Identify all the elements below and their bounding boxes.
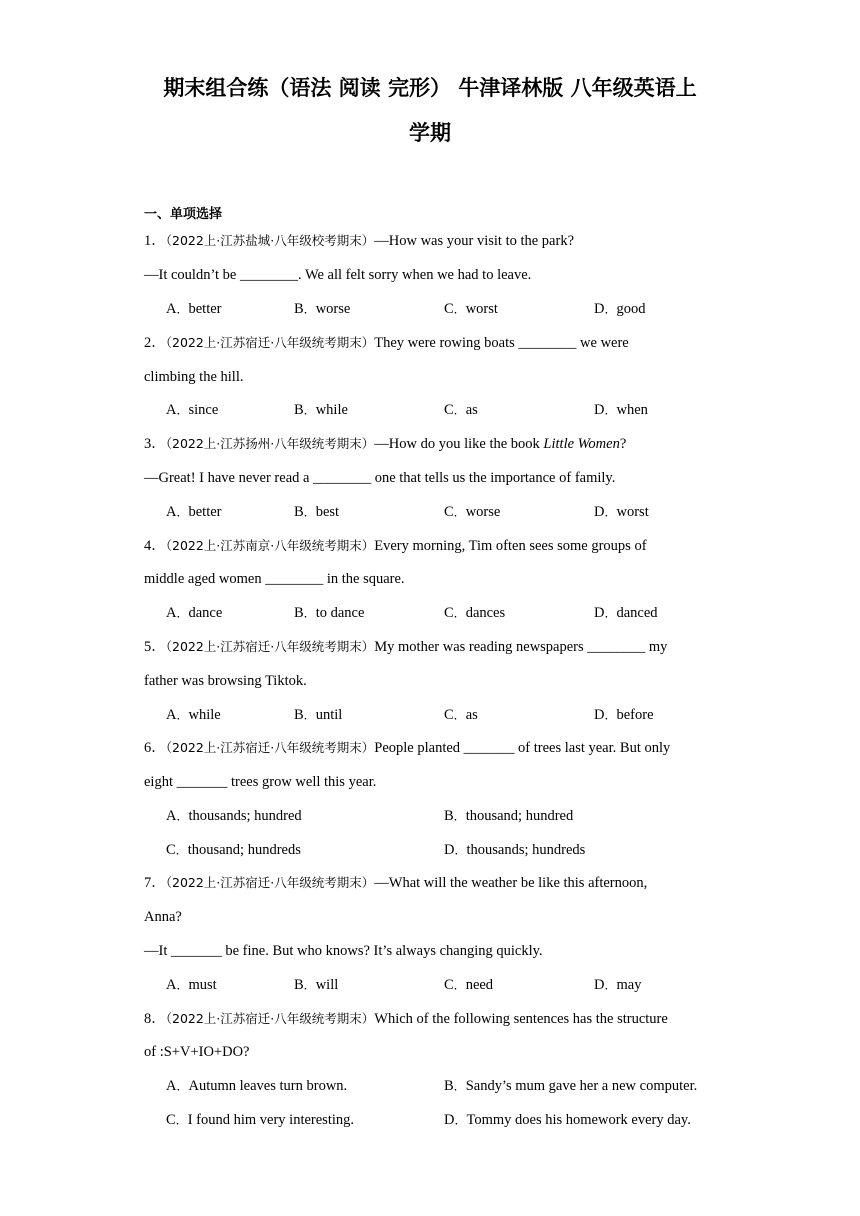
question-1-option-b: B．worse	[294, 301, 351, 317]
question-number: 4．	[144, 538, 166, 554]
question-8-option-a: A．Autumn leaves turn brown.	[166, 1078, 348, 1094]
question-5-option-b: B．until	[294, 707, 343, 723]
question-number: 2．	[144, 335, 166, 351]
question-2-option-a: A．since	[166, 402, 219, 418]
question-3-option-c: C．worse	[444, 504, 501, 520]
question-4-option-c: C．dances	[444, 605, 506, 621]
question-6-stem	[144, 738, 718, 758]
question-7-option-b: B．will	[294, 977, 339, 993]
question-6-option-c: C．thousand; hundreds	[166, 842, 301, 858]
question-6-option-a: A．thousands; hundred	[166, 808, 302, 824]
question-8-stem	[144, 1009, 718, 1029]
question-7-line-2: Anna?	[144, 909, 182, 925]
question-number: 5．	[144, 639, 166, 655]
question-source: （2022上·江苏扬州·八年级统考期末）	[165, 436, 375, 451]
question-5-option-d: D．before	[594, 707, 654, 723]
question-5-option-c: C．as	[444, 707, 478, 723]
section-heading: 一、单项选择	[144, 207, 223, 222]
question-1-option-a: A．better	[166, 301, 222, 317]
question-7-option-d: D．may	[594, 977, 642, 993]
question-7-option-c: C．need	[444, 977, 494, 993]
question-2-option-d: D．when	[594, 402, 648, 418]
question-8-line-2: of :S+V+IO+DO?	[144, 1044, 250, 1060]
question-text: People planted _______ of trees last year. But only	[374, 740, 671, 756]
question-text: Which of the following sentences has the structure	[374, 1011, 668, 1027]
question-7-option-a: A．must	[166, 977, 217, 993]
question-6-option-b: B．thousand; hundred	[444, 808, 574, 824]
question-source: （2022上·江苏宿迁·八年级统考期末）	[165, 1011, 375, 1026]
question-5-stem	[144, 637, 718, 657]
question-3-option-a: A．better	[166, 504, 222, 520]
question-text: Every morning, Tim often sees some groups of	[374, 538, 647, 554]
question-source: （2022上·江苏宿迁·八年级统考期末）	[165, 335, 375, 350]
question-2-option-c: C．as	[444, 402, 478, 418]
question-source: （2022上·江苏宿迁·八年级统考期末）	[165, 740, 375, 755]
question-1-option-d: D．good	[594, 301, 646, 317]
question-4-stem	[144, 536, 718, 556]
question-7-stem	[144, 873, 718, 893]
question-2-line-2: climbing the hill.	[144, 369, 244, 385]
question-3-option-b: B．best	[294, 504, 340, 520]
question-8-option-c: C．I found him very interesting.	[166, 1112, 354, 1128]
question-source: （2022上·江苏宿迁·八年级统考期末）	[165, 875, 375, 890]
question-source: （2022上·江苏盐城·八年级校考期末）	[165, 233, 375, 248]
question-text: They were rowing boats ________ we were	[374, 335, 629, 351]
question-number: 7．	[144, 875, 166, 891]
question-text: —What will the weather be like this afternoon,	[374, 875, 648, 891]
question-2-stem	[144, 333, 718, 353]
question-6-line-2: eight _______ trees grow well this year.	[144, 774, 377, 790]
question-text: My mother was reading newspapers ________ my	[374, 639, 668, 655]
question-5-line-2: father was browsing Tiktok.	[144, 673, 307, 689]
question-8-option-d: D．Tommy does his homework every day.	[444, 1112, 691, 1128]
question-number: 6．	[144, 740, 166, 756]
question-8-option-b: B．Sandy’s mum gave her a new computer.	[444, 1078, 698, 1094]
question-5-option-a: A．while	[166, 707, 221, 723]
document-title-line-1: 期末组合练（语法 阅读 完形） 牛津译林版 八年级英语上	[163, 76, 697, 100]
question-number: 8．	[144, 1011, 166, 1027]
question-source: （2022上·江苏南京·八年级统考期末）	[165, 538, 375, 553]
question-2-option-b: B．while	[294, 402, 348, 418]
question-1-stem	[144, 231, 718, 251]
book-title: Little Women	[543, 436, 620, 452]
question-3-stem: 3．（2022上·江苏扬州·八年级统考期末）—How do you like the book Little Women?	[144, 436, 627, 452]
question-6-option-d: D．thousands; hundreds	[444, 842, 586, 858]
question-4-option-d: D．danced	[594, 605, 658, 621]
question-3-line-2: —Great! I have never read a ________ one that tells us the importance of family.	[144, 470, 616, 486]
question-1-option-c: C．worst	[444, 301, 498, 317]
question-4-line-2: middle aged women ________ in the square.	[144, 571, 405, 587]
question-7-line-3: —It _______ be fine. But who knows? It’s always changing quickly.	[144, 943, 543, 959]
question-number: 3．	[144, 436, 166, 452]
question-4-option-b: B．to dance	[294, 605, 365, 621]
document-title-line-2: 学期	[409, 121, 451, 145]
question-number: 1．	[144, 233, 166, 249]
question-1-line-2: —It couldn’t be ________. We all felt sorry when we had to leave.	[144, 267, 532, 283]
question-4-option-a: A．dance	[166, 605, 223, 621]
question-source: （2022上·江苏宿迁·八年级统考期末）	[165, 639, 375, 654]
question-text: —How was your visit to the park?	[374, 233, 575, 249]
question-3-option-d: D．worst	[594, 504, 649, 520]
